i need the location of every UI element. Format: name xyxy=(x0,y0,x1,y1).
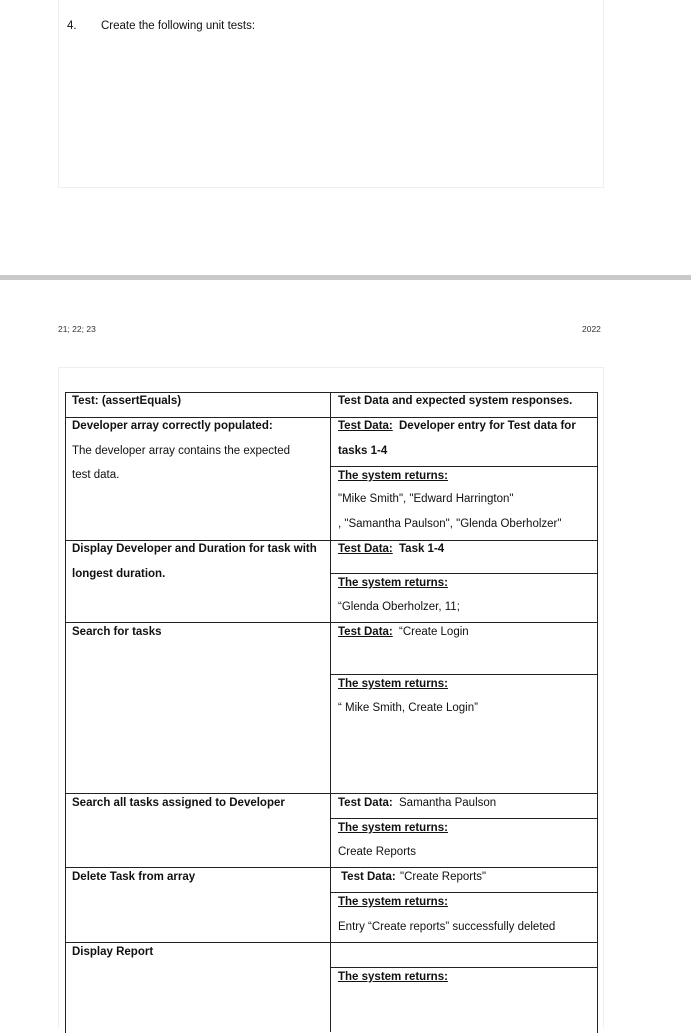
table-header-data: Test Data and expected system responses. xyxy=(338,395,573,407)
row-1-returns-label: The system returns: xyxy=(338,470,448,482)
row-3-test-data-value: “Create Login xyxy=(399,626,469,638)
page-header-left: 21; 22; 23 xyxy=(58,324,96,334)
row-5-title: Delete Task from array xyxy=(72,871,196,883)
row-4-title: Search all tasks assigned to Developer xyxy=(72,797,285,809)
table-header-test: Test: (assertEquals) xyxy=(72,395,182,407)
row-2-test-data-value: Task 1-4 xyxy=(399,543,445,555)
row-1-desc-line-1: The developer array contains the expected xyxy=(72,445,290,457)
row-2-title-line-2: longest duration. xyxy=(72,568,166,580)
row-2-returns-line-1: “Glenda Oberholzer, 11; xyxy=(338,601,460,613)
row-5-returns-label: The system returns: xyxy=(338,896,448,908)
row-3-title: Search for tasks xyxy=(72,626,162,638)
list-item-number: 4. xyxy=(67,20,77,32)
row-3-test-data-label: Test Data: xyxy=(338,626,393,638)
list-item-text: Create the following unit tests: xyxy=(101,20,256,32)
row-4-test-data-value: Samantha Paulson xyxy=(399,797,497,809)
row-1-test-data-value-2: tasks 1-4 xyxy=(338,445,388,457)
row-1-returns-line-1: "Mike Smith", "Edward Harrington" xyxy=(338,493,514,505)
row-3-returns-label: The system returns: xyxy=(338,678,448,690)
row-3-returns-line-1: “ Mike Smith, Create Login” xyxy=(338,702,478,714)
row-6-title: Display Report xyxy=(72,946,154,958)
page-header-right: 2022 xyxy=(582,324,601,334)
page-divider xyxy=(0,275,691,280)
row-6-returns-label: The system returns: xyxy=(338,971,448,983)
row-5-test-data-value: "Create Reports" xyxy=(400,871,487,883)
document-page-top xyxy=(58,0,604,188)
row-1-test-data-value: Developer entry for Test data for xyxy=(399,420,576,432)
row-5-returns-line-1: Entry “Create reports” successfully deleted xyxy=(338,921,556,933)
row-1-test-data-label: Test Data: xyxy=(338,420,393,432)
row-5-test-data-label: Test Data: xyxy=(341,871,396,883)
row-4-returns-line-1: Create Reports xyxy=(338,846,416,858)
row-2-test-data-label: Test Data: xyxy=(338,543,393,555)
row-2-title-line-1: Display Developer and Duration for task with xyxy=(72,543,317,555)
row-2-returns-label: The system returns: xyxy=(338,577,448,589)
row-1-returns-line-2: , "Samantha Paulson", "Glenda Oberholzer" xyxy=(338,518,562,530)
row-4-test-data-label: Test Data: xyxy=(338,797,393,809)
unit-test-table xyxy=(65,392,598,1032)
row-1-desc-line-2: test data. xyxy=(72,469,120,481)
row-4-returns-label: The system returns: xyxy=(338,822,448,834)
row-1-title: Developer array correctly populated: xyxy=(72,420,273,432)
